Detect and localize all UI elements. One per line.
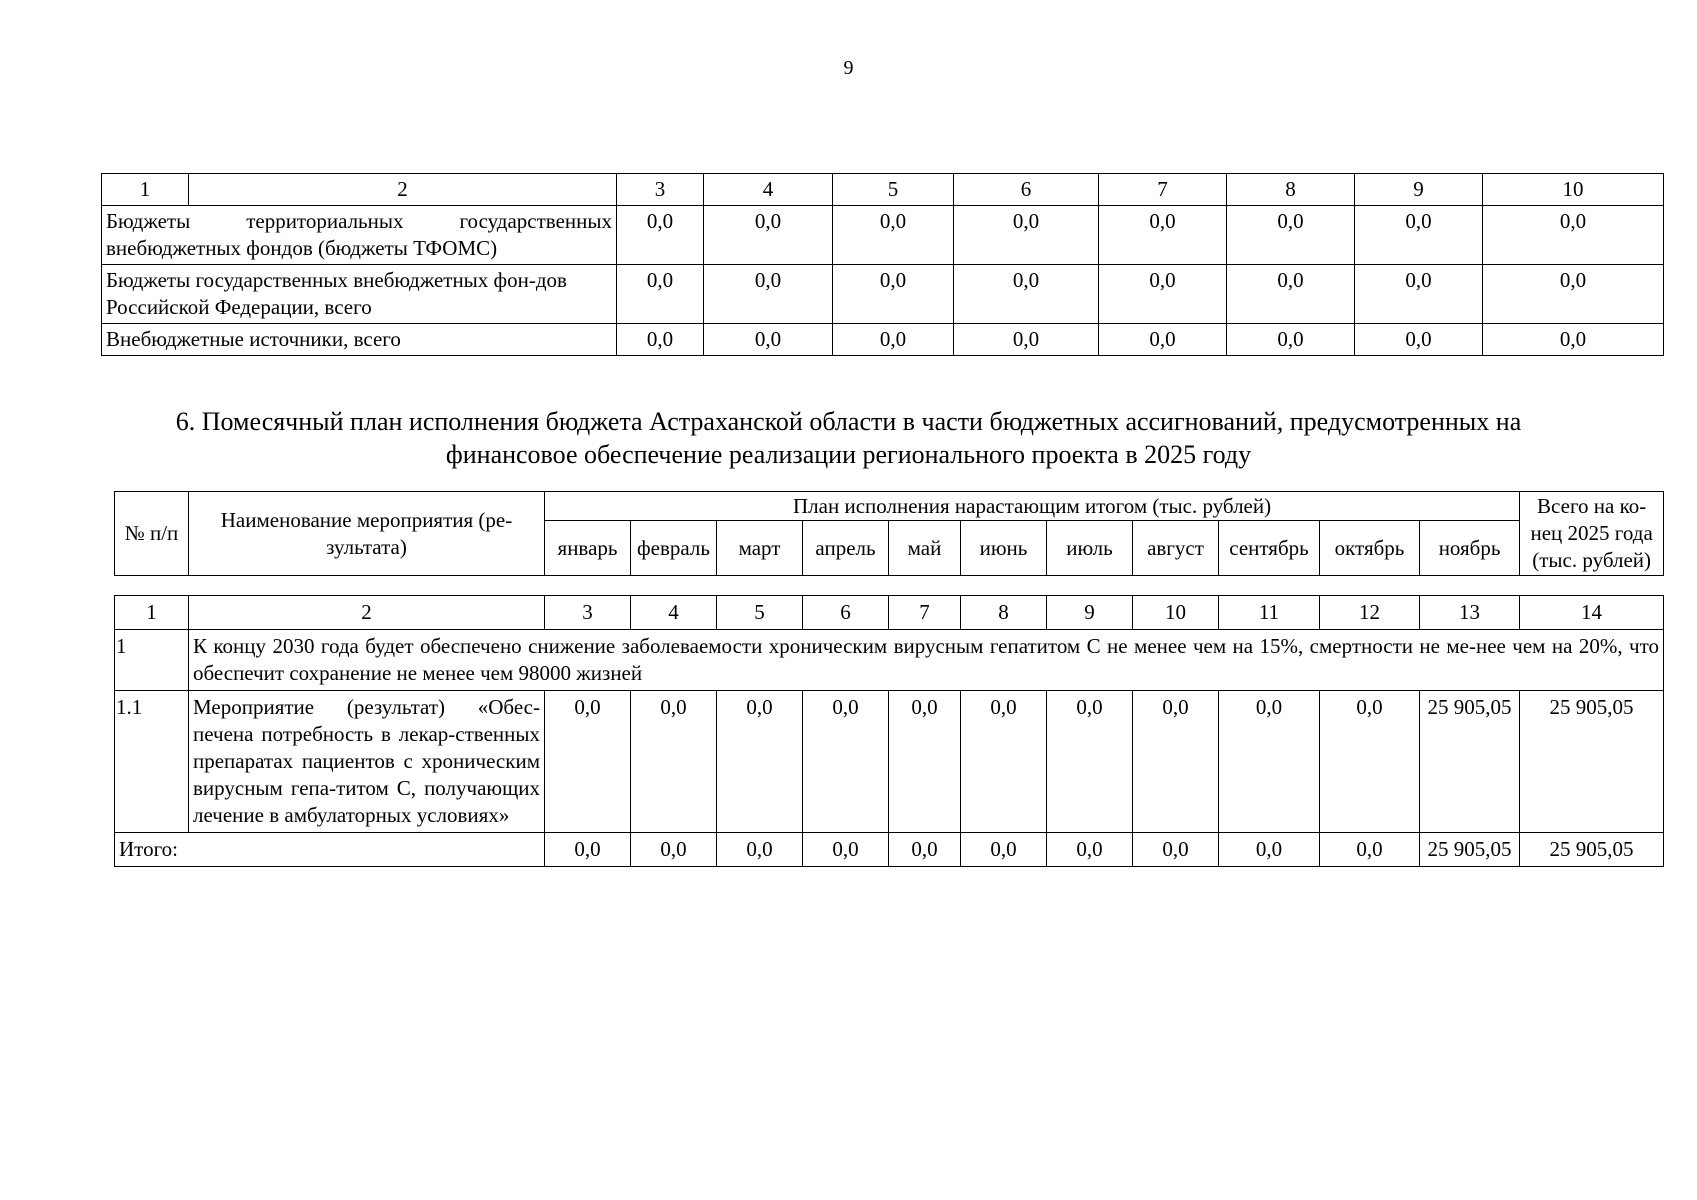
page-number: 9 — [843, 57, 854, 79]
value-cell: 0,0 — [1483, 206, 1664, 265]
table-header-row — [102, 174, 1664, 206]
value-cell: 0,0 — [803, 691, 889, 833]
header-cell: 5 — [717, 596, 803, 630]
header-cell: 5 — [833, 174, 954, 206]
value-cell: 25 905,05 — [1520, 691, 1664, 833]
row-label: Бюджеты территориальных государственных внебюджетных фондов (бюджеты ТФОМС) — [102, 206, 617, 265]
header-cell: 4 — [631, 596, 717, 630]
section-heading — [100, 405, 1597, 471]
event-row — [115, 691, 1664, 833]
value-cell: 0,0 — [1099, 206, 1227, 265]
month-header: июль — [1047, 521, 1133, 576]
value-cell: 0,0 — [1483, 265, 1664, 324]
month-header: ноябрь — [1420, 521, 1520, 576]
section-title-line: 6. Помесячный план исполнения бюджета Астраханской области в части бюджетных ассигнований, предусмотренных на — [175, 407, 1522, 436]
month-header: сентябрь — [1219, 521, 1320, 576]
header-cell: 4 — [704, 174, 833, 206]
header-cell: 9 — [1355, 174, 1483, 206]
table-header-row — [115, 596, 1664, 630]
value-cell: 0,0 — [1227, 324, 1355, 356]
value-cell: 0,0 — [631, 691, 717, 833]
value-cell: 0,0 — [1355, 206, 1483, 265]
value-cell: 0,0 — [717, 691, 803, 833]
header-cell: 1 — [102, 174, 189, 206]
header-cell: 12 — [1320, 596, 1420, 630]
header-cell: 10 — [1133, 596, 1219, 630]
value-cell: 0,0 — [1355, 324, 1483, 356]
value-cell: 0,0 — [1219, 691, 1320, 833]
header-cell: 11 — [1219, 596, 1320, 630]
value-cell: 0,0 — [1133, 833, 1219, 867]
month-header: январь — [545, 521, 631, 576]
header-cell: 9 — [1047, 596, 1133, 630]
value-cell: 25 905,05 — [1420, 691, 1520, 833]
goal-text: К концу 2030 года будет обеспечено снижение заболеваемости хроническим вирусным гепатитом С не менее чем на 15%, смертности не ме-нее чем на 20%, что обеспечит сохранение не менее чем 98000 жизней — [189, 630, 1664, 691]
month-header: апрель — [803, 521, 889, 576]
table-row — [102, 324, 1664, 356]
header-cell: 8 — [1227, 174, 1355, 206]
header-cell: 10 — [1483, 174, 1664, 206]
header-cell: 14 — [1520, 596, 1664, 630]
funding-sources-table — [101, 173, 1664, 356]
month-header: август — [1133, 521, 1219, 576]
value-cell: 0,0 — [704, 265, 833, 324]
value-cell: 0,0 — [704, 324, 833, 356]
header-cell: 7 — [1099, 174, 1227, 206]
monthly-plan-header-table — [114, 491, 1664, 576]
value-cell: 0,0 — [1320, 691, 1420, 833]
goal-row — [115, 630, 1664, 691]
header-cell: 7 — [889, 596, 961, 630]
value-cell: 0,0 — [1099, 265, 1227, 324]
value-cell: 0,0 — [1227, 265, 1355, 324]
header-cell: 3 — [617, 174, 704, 206]
value-cell: 0,0 — [545, 691, 631, 833]
row-label: Внебюджетные источники, всего — [102, 324, 617, 356]
value-cell: 0,0 — [1320, 833, 1420, 867]
row-number: 1 — [115, 630, 189, 691]
value-cell: 0,0 — [889, 833, 961, 867]
month-header: май — [889, 521, 961, 576]
value-cell: 0,0 — [1133, 691, 1219, 833]
total-row — [115, 833, 1664, 867]
value-cell: 0,0 — [889, 691, 961, 833]
total-label: Итого: — [115, 833, 545, 867]
value-cell: 0,0 — [833, 265, 954, 324]
value-cell: 0,0 — [1227, 206, 1355, 265]
row-number: 1.1 — [115, 691, 189, 833]
value-cell: 0,0 — [1099, 324, 1227, 356]
value-cell: 0,0 — [961, 691, 1047, 833]
value-cell: 0,0 — [717, 833, 803, 867]
month-header: июнь — [961, 521, 1047, 576]
table-row — [102, 206, 1664, 265]
col-plan-header: План исполнения нарастающим итогом (тыс. рублей) — [545, 492, 1520, 521]
table-row — [102, 265, 1664, 324]
value-cell: 0,0 — [1219, 833, 1320, 867]
monthly-plan-table — [114, 595, 1664, 867]
header-cell: 6 — [803, 596, 889, 630]
month-header: февраль — [631, 521, 717, 576]
header-cell: 6 — [954, 174, 1099, 206]
section-title-line: финансовое обеспечение реализации регионального проекта в 2025 году — [445, 440, 1252, 469]
value-cell: 0,0 — [704, 206, 833, 265]
month-header: октябрь — [1320, 521, 1420, 576]
header-cell: 8 — [961, 596, 1047, 630]
value-cell: 0,0 — [631, 833, 717, 867]
value-cell: 25 905,05 — [1520, 833, 1664, 867]
value-cell: 0,0 — [961, 833, 1047, 867]
value-cell: 0,0 — [617, 324, 704, 356]
value-cell: 0,0 — [833, 206, 954, 265]
value-cell: 0,0 — [833, 324, 954, 356]
value-cell: 25 905,05 — [1420, 833, 1520, 867]
value-cell: 0,0 — [1483, 324, 1664, 356]
value-cell: 0,0 — [954, 206, 1099, 265]
month-header: март — [717, 521, 803, 576]
header-cell: 2 — [189, 174, 617, 206]
value-cell: 0,0 — [617, 265, 704, 324]
value-cell: 0,0 — [1047, 691, 1133, 833]
value-cell: 0,0 — [954, 324, 1099, 356]
header-row — [115, 492, 1664, 521]
value-cell: 0,0 — [803, 833, 889, 867]
header-cell: 3 — [545, 596, 631, 630]
col-total-header: Всего на ко-нец 2025 года (тыс. рублей) — [1520, 492, 1664, 576]
value-cell: 0,0 — [617, 206, 704, 265]
value-cell: 0,0 — [1355, 265, 1483, 324]
value-cell: 0,0 — [1047, 833, 1133, 867]
header-cell: 2 — [189, 596, 545, 630]
value-cell: 0,0 — [954, 265, 1099, 324]
col-name-header: Наименование мероприятия (ре-зультата) — [189, 492, 545, 576]
event-name: Мероприятие (результат) «Обес-печена потребность в лекар-ственных препаратах пациентов с хроническим вирусным гепа-титом С, получающих лечение в амбулаторных условиях» — [189, 691, 545, 833]
header-cell: 1 — [115, 596, 189, 630]
row-label: Бюджеты государственных внебюджетных фон-дов Российской Федерации, всего — [102, 265, 617, 324]
value-cell: 0,0 — [545, 833, 631, 867]
col-number-header: № п/п — [115, 492, 189, 576]
header-cell: 13 — [1420, 596, 1520, 630]
